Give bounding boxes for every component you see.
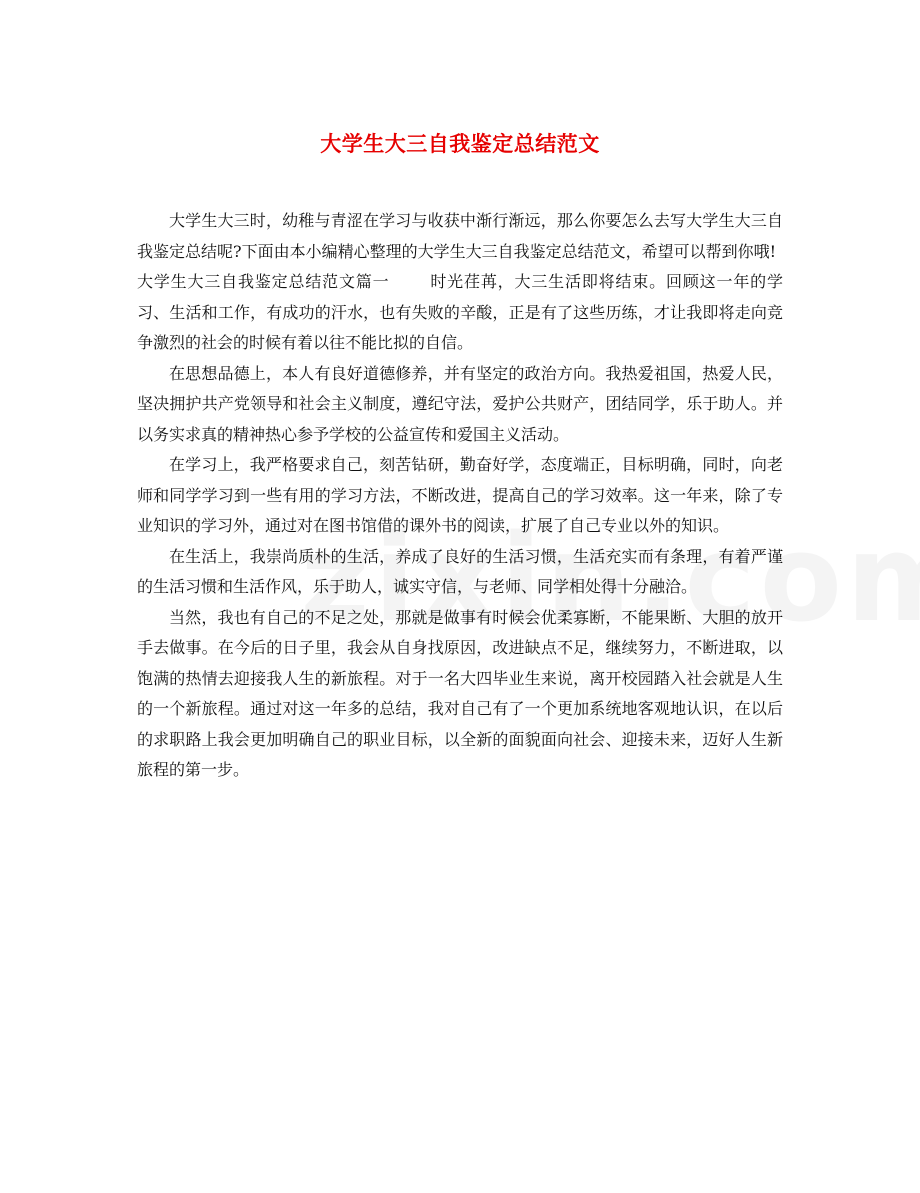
morality-paragraph: 在思想品德上，本人有良好道德修养，并有坚定的政治方向。我热爱祖国，热爱人民，坚决拥护共产党领导和社会主义制度，遵纪守法，爱护公共财产，团结同学，乐于助人。并以务实求真的精神热心参予学校的公益宣传和爱国主义活动。 bbox=[137, 363, 783, 444]
life-paragraph: 在生活上，我崇尚质朴的生活，养成了良好的生活习惯，生活充实而有条理，有着严谨的生活习惯和生活作风，乐于助人，诚实守信，与老师、同学相处得十分融洽。 bbox=[137, 546, 783, 596]
document-body bbox=[137, 206, 783, 786]
study-paragraph: 在学习上，我严格要求自己，刻苦钻研，勤奋好学，态度端正，目标明确，同时，向老师和同学学习到一些有用的学习方法，不断改进，提高自己的学习效率。这一年来，除了专业知识的学习外，通过对在图书馆借的课外书的阅读，扩展了自己专业以外的知识。 bbox=[137, 455, 783, 535]
document-title: 大学生大三自我鉴定总结范文 bbox=[320, 131, 600, 156]
section-heading: 大学生大三自我鉴定总结范文篇一 bbox=[137, 272, 390, 291]
section-paragraph bbox=[137, 267, 783, 359]
conclusion-paragraph: 当然，我也有自己的不足之处，那就是做事有时候会优柔寡断，不能果断、大胆的放开手去做事。在今后的日子里，我会从自身找原因，改进缺点不足，继续努力，不断进取，以饱满的热情去迎接我人生的新旅程。对于一名大四毕业生来说，离开校园踏入社会就是人生的一个新旅程。通过对这一年多的总结，我对自己有了一个更加系统地客观地认识，在以后的求职路上我会更加明确自己的职业目标，以全新的面貌面向社会、迎接未来，迈好人生新旅程的第一步。 bbox=[137, 607, 783, 779]
intro-paragraph: 大学生大三时，幼稚与青涩在学习与收获中渐行渐远，那么你要怎么去写大学生大三自我鉴定总结呢?下面由本小编精心整理的大学生大三自我鉴定总结范文，希望可以帮到你哦! bbox=[137, 211, 783, 261]
section-first-paragraph: 时光荏苒，大三生活即将结束。回顾这一年的学习、生活和工作，有成功的汗水，也有失败的辛酸，正是有了这些历练，才让我即将走向竞争激烈的社会的时候有着以往不能比拟的自信。 bbox=[137, 272, 783, 352]
